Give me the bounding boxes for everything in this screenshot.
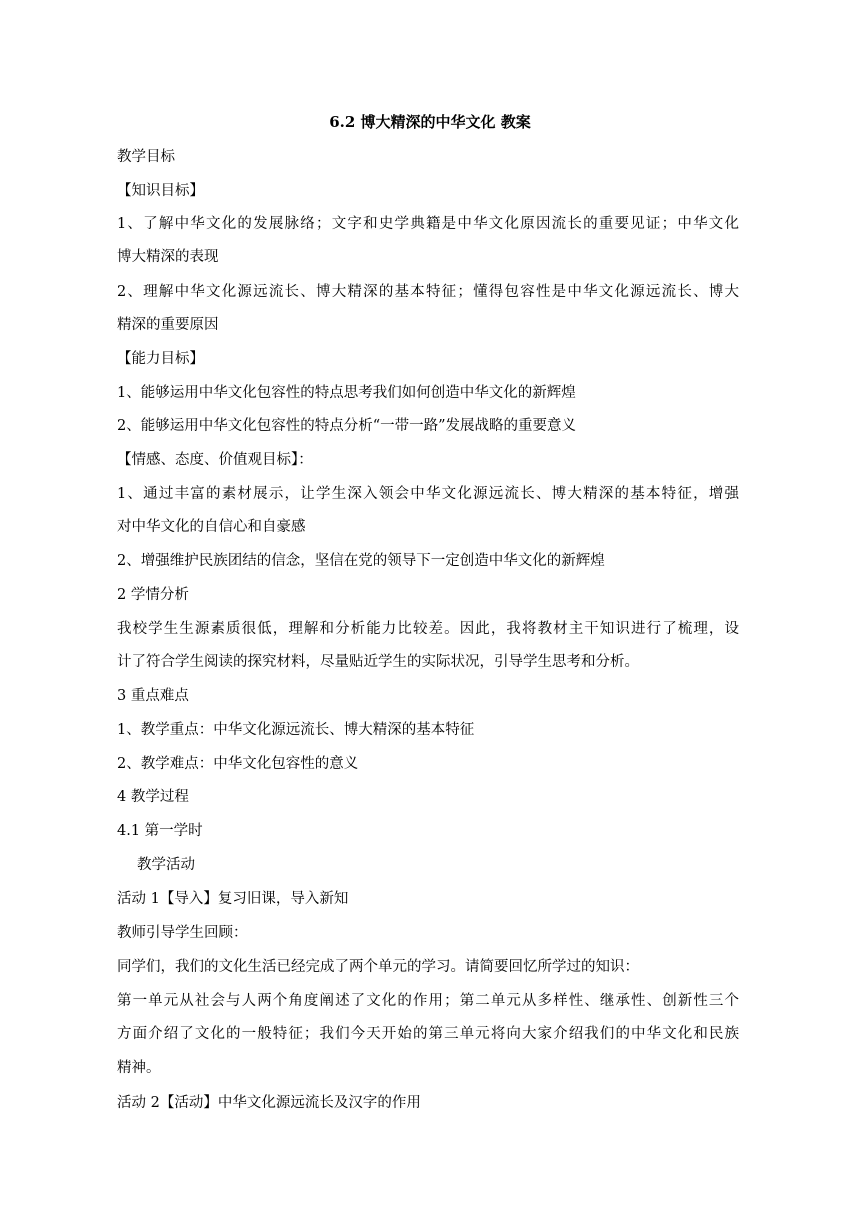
paragraph-line: 我校学生生源素质很低，理解和分析能力比较差。因此，我将教材主干知识进行了梳理，设 [117, 621, 739, 637]
paragraph-line: 计了符合学生阅读的探究材料，尽量贴近学生的实际状况，引导学生思考和分析。 [117, 654, 639, 670]
subsection-heading-activities: 教学活动 [137, 857, 195, 873]
activity-heading: 活动 1【导入】复习旧课，导入新知 [117, 891, 349, 907]
section-heading-teaching-goals: 教学目标 [117, 149, 175, 165]
subsection-heading-first-period: 4.1 第一学时 [117, 823, 203, 839]
subheading-ability-goals: 【能力目标】 [117, 351, 204, 367]
paragraph-line: 2、理解中华文化源远流长、博大精深的基本特征；懂得包容性是中华文化源远流长、博大 [117, 284, 739, 300]
paragraph-line: 教师引导学生回顾： [117, 925, 248, 941]
paragraph-line: 方面介绍了文化的一般特征；我们今天开始的第三单元将向大家介绍我们的中华文化和民族 [117, 1026, 739, 1042]
paragraph-line: 2、能够运用中华文化包容性的特点分析“一带一路”发展战略的重要意义 [117, 418, 577, 434]
paragraph-line: 同学们，我们的文化生活已经完成了两个单元的学习。请简要回忆所学过的知识： [117, 959, 639, 975]
paragraph-line: 1、通过丰富的素材展示，让学生深入领会中华文化源远流长、博大精深的基本特征，增强 [117, 486, 739, 502]
subheading-knowledge-goals: 【知识目标】 [117, 183, 204, 199]
paragraph-line: 第一单元从社会与人两个角度阐述了文化的作用；第二单元从多样性、继承性、创新性三个 [117, 993, 739, 1009]
paragraph-line: 精神。 [117, 1060, 161, 1076]
section-heading-student-analysis: 2 学情分析 [117, 587, 189, 603]
section-heading-teaching-process: 4 教学过程 [117, 789, 189, 805]
paragraph-line: 博大精深的表现 [117, 249, 219, 265]
paragraph-line: 1、了解中华文化的发展脉络；文字和史学典籍是中华文化原因流长的重要见证；中华文化 [117, 216, 739, 232]
paragraph-line: 2、增强维护民族团结的信念，坚信在党的领导下一定创造中华文化的新辉煌 [117, 553, 605, 569]
paragraph-line: 精深的重要原因 [117, 317, 219, 333]
paragraph-line: 1、教学重点：中华文化源远流长、博大精深的基本特征 [117, 722, 475, 738]
section-heading-key-points: 3 重点难点 [117, 688, 189, 704]
activity-heading: 活动 2【活动】中华文化源远流长及汉字的作用 [117, 1095, 421, 1111]
paragraph-line: 1、能够运用中华文化包容性的特点思考我们如何创造中华文化的新辉煌 [117, 385, 576, 401]
paragraph-line: 对中华文化的自信心和自豪感 [117, 519, 306, 535]
subheading-emotion-goals: 【情感、态度、价值观目标】： [117, 452, 313, 468]
document-title: 6.2 博大精深的中华文化 教案 [329, 113, 531, 131]
paragraph-line: 2、教学难点：中华文化包容性的意义 [117, 756, 359, 772]
